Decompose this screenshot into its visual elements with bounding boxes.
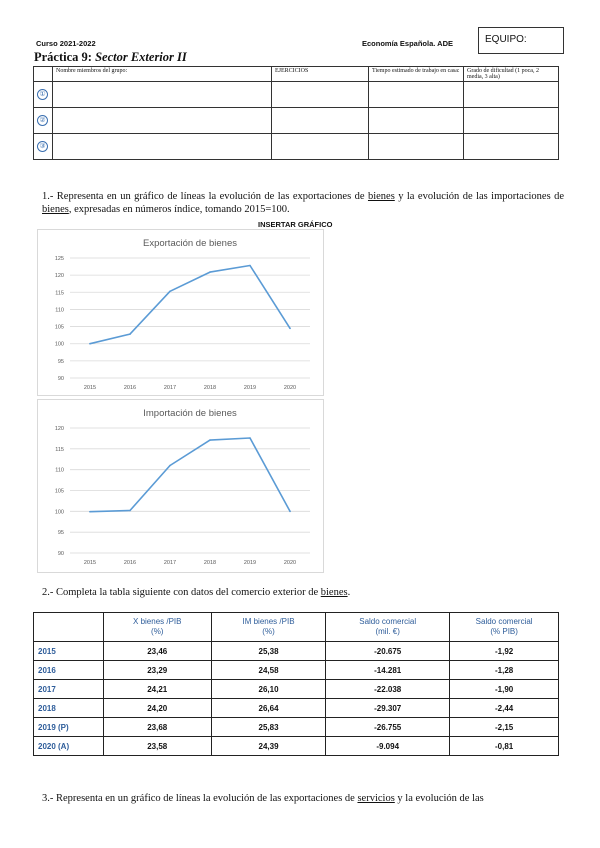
member-difficulty-cell[interactable]: [464, 134, 559, 160]
table-row: [34, 680, 559, 699]
year-cell: 2015: [34, 642, 104, 661]
table-row: [34, 699, 559, 718]
saldo-cell: -20.675: [326, 642, 450, 661]
member-time-cell[interactable]: [369, 108, 464, 134]
y-tick-label: 115: [55, 290, 64, 297]
chart-title: Exportación de bienes: [142, 238, 238, 249]
x-tick-label: 2016: [123, 560, 137, 566]
col-difficulty-header: Grado de dificultad (1 poca, 2 media, 3 alta): [464, 67, 559, 82]
saldo-cell: -26.755: [326, 718, 450, 737]
member-exercises-cell[interactable]: [272, 82, 369, 108]
x-tick-label: 2019: [243, 385, 257, 391]
pct-cell: -1,92: [450, 642, 559, 661]
member-difficulty-cell[interactable]: [464, 108, 559, 134]
x-tick-label: 2015: [83, 560, 97, 566]
member-exercises-cell[interactable]: [272, 108, 369, 134]
x-tick-label: 2018: [203, 560, 217, 566]
course-label: Curso 2021-2022: [36, 39, 96, 48]
title-italic: Sector Exterior II: [95, 50, 187, 64]
x-tick-label: 2019: [243, 560, 257, 566]
pct-cell: -2,44: [450, 699, 559, 718]
data-point: [289, 327, 291, 329]
data-point: [129, 333, 131, 335]
header-empty: [34, 613, 104, 642]
y-tick-label: 115: [55, 446, 64, 453]
series-line: [90, 266, 290, 344]
team-table: [33, 66, 559, 160]
data-point: [249, 437, 251, 439]
member-name-cell[interactable]: [53, 82, 272, 108]
member-name-cell[interactable]: [53, 108, 272, 134]
member-number: ①: [34, 82, 53, 108]
x-cell: 24,20: [103, 699, 211, 718]
header-im-bienes: IM bienes /PIB (%): [211, 613, 325, 642]
x-cell: 23,58: [103, 737, 211, 756]
im-cell: 26,64: [211, 699, 325, 718]
member-number: ③: [34, 134, 53, 160]
question-1: 1.- Representa en un gráfico de líneas la evolución de las exportaciones de bienes y la evolución de las importaciones de bienes, expresadas en números índice, tomando 2015=100.: [42, 191, 565, 215]
saldo-cell: -9.094: [326, 737, 450, 756]
y-tick-label: 95: [57, 358, 64, 365]
y-tick-label: 125: [54, 256, 64, 262]
member-time-cell[interactable]: [369, 82, 464, 108]
y-tick-label: 110: [55, 307, 64, 314]
team-box[interactable]: [478, 27, 564, 54]
insert-chart-label: INSERTAR GRÁFICO: [258, 220, 333, 229]
table-row: [34, 737, 559, 756]
pct-cell: -2,15: [450, 718, 559, 737]
saldo-cell: -29.307: [326, 699, 450, 718]
y-tick-label: 105: [54, 488, 64, 495]
x-tick-label: 2018: [203, 385, 217, 391]
pct-cell: -1,28: [450, 661, 559, 680]
member-difficulty-cell[interactable]: [464, 82, 559, 108]
export-chart[interactable]: [37, 229, 324, 396]
data-point: [89, 511, 91, 513]
x-tick-label: 2016: [123, 385, 137, 391]
pct-cell: -0,81: [450, 737, 559, 756]
data-point: [209, 271, 211, 273]
data-point: [209, 439, 211, 441]
x-tick-label: 2017: [163, 560, 177, 566]
im-cell: 25,38: [211, 642, 325, 661]
saldo-cell: -22.038: [326, 680, 450, 699]
export-chart-svg: [38, 230, 323, 395]
import-chart-svg: [38, 400, 323, 572]
im-cell: 26,10: [211, 680, 325, 699]
x-cell: 23,46: [103, 642, 211, 661]
x-tick-label: 2020: [283, 560, 297, 566]
col-names-header: Nombre miembros del grupo:: [53, 67, 272, 82]
data-point: [249, 265, 251, 267]
y-tick-label: 105: [54, 324, 64, 331]
team-table-corner: [34, 67, 53, 82]
year-cell: 2016: [34, 661, 104, 680]
year-cell: 2020 (A): [34, 737, 104, 756]
y-tick-label: 90: [57, 376, 64, 382]
trade-data-table: [33, 612, 559, 756]
title-prefix: Práctica 9:: [34, 50, 96, 64]
header-saldo-mil: Saldo comercial (mil. €): [326, 613, 450, 642]
y-tick-label: 100: [54, 509, 64, 516]
y-tick-label: 95: [57, 530, 64, 537]
question-3: 3.- Representa en un gráfico de líneas la evolución de las exportaciones de servicios y la evolución de las: [42, 793, 484, 804]
data-point: [89, 343, 91, 345]
page-title: [34, 50, 187, 65]
data-point: [129, 510, 131, 512]
y-tick-label: 90: [57, 551, 64, 557]
member-name-cell[interactable]: [53, 134, 272, 160]
y-tick-label: 100: [54, 341, 64, 348]
member-number: ②: [34, 108, 53, 134]
team-label: EQUIPO:: [485, 34, 527, 45]
im-cell: 24,58: [211, 661, 325, 680]
data-point: [289, 511, 291, 513]
x-cell: 24,21: [103, 680, 211, 699]
x-cell: 23,29: [103, 661, 211, 680]
col-time-header: Tiempo estimado de trabajo en casa:: [369, 67, 464, 82]
subject-label: Economía Española. ADE: [362, 39, 453, 48]
table-row: [34, 661, 559, 680]
x-cell: 23,68: [103, 718, 211, 737]
x-tick-label: 2020: [283, 385, 297, 391]
year-cell: 2017: [34, 680, 104, 699]
x-tick-label: 2017: [163, 385, 177, 391]
chart-title: Importación de bienes: [143, 408, 237, 419]
col-exercises-header: EJERCICIOS: [272, 67, 369, 82]
y-tick-label: 120: [54, 426, 64, 432]
im-cell: 25,83: [211, 718, 325, 737]
data-point: [169, 290, 171, 292]
y-tick-label: 120: [54, 273, 64, 280]
member-exercises-cell[interactable]: [272, 134, 369, 160]
data-point: [169, 465, 171, 467]
y-tick-label: 110: [55, 467, 64, 474]
question-2: 2.- Completa la tabla siguiente con datos del comercio exterior de bienes.: [42, 587, 351, 598]
header-x-bienes: X bienes /PIB (%): [103, 613, 211, 642]
import-chart[interactable]: [37, 399, 324, 573]
header-saldo-pib: Saldo comercial (% PIB): [450, 613, 559, 642]
member-time-cell[interactable]: [369, 134, 464, 160]
year-cell: 2018: [34, 699, 104, 718]
saldo-cell: -14.281: [326, 661, 450, 680]
im-cell: 24,39: [211, 737, 325, 756]
table-row: [34, 642, 559, 661]
year-cell: 2019 (P): [34, 718, 104, 737]
x-tick-label: 2015: [83, 385, 97, 391]
table-row: [34, 718, 559, 737]
pct-cell: -1,90: [450, 680, 559, 699]
